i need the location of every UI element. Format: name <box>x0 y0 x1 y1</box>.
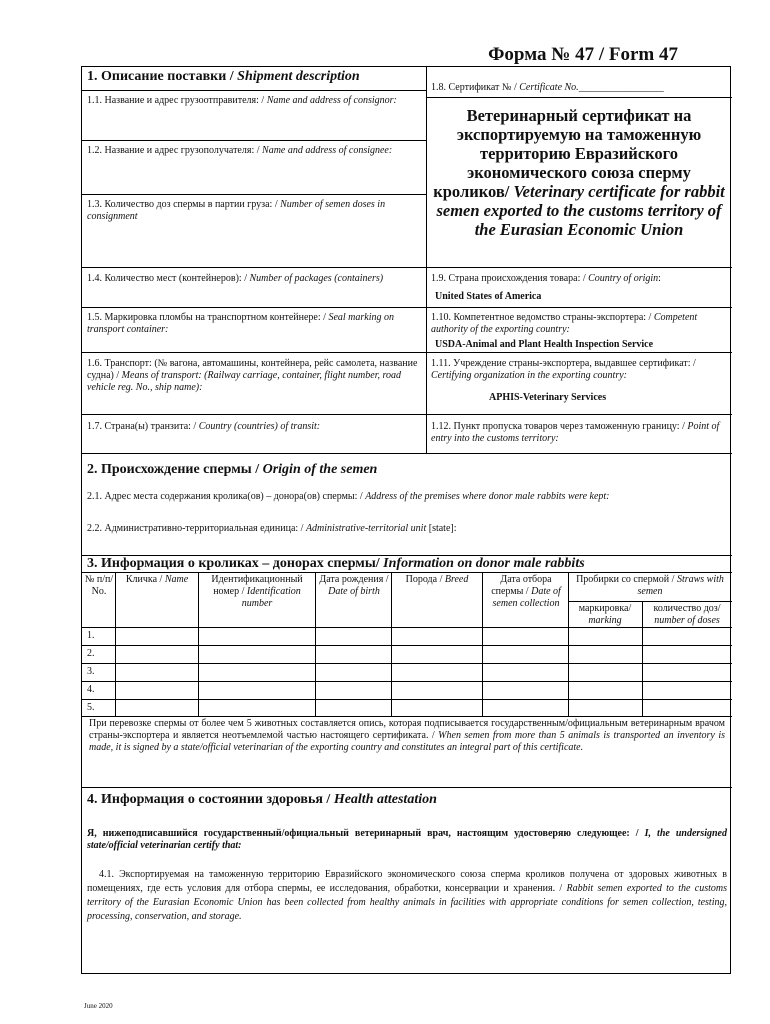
footer-date: June 2020 <box>84 1002 113 1010</box>
health-clause-4-1: 4.1. Экспортируемая на таможенную территорию Евразийского экономического союза сперма кроликов получена от здоровых животных в помещениях, где есть условия для отбора спермы, ее исследования, обработки, консервации и хранения. / Rabbit semen exported to the customs territory of the Eurasian Economic Union has been collected from healthy animals in facilities with appropriate conditions for semen collection, testing, processing, conservation, and storage. <box>87 869 728 922</box>
field-donor-premises: 2.1. Адрес места содержания кролика(ов) – донора(ов) спермы: / Address of the premises where donor male rabbits were kept: <box>87 491 610 502</box>
inventory-note: При перевозке спермы от более чем 5 животных составляется опись, которая подписывается государственным/официальным ветеринарным врачом страны-экспортера и является неотъемлемой частью настоящего сертификата. / When semen from more than 5 animals is transported an inventory is made, it is signed by a state/official veterinarian of the exporting country and constitutes an integral part of this certificate. <box>89 718 725 753</box>
table-row: 4. <box>87 684 95 695</box>
certificate-title: Ветеринарный сертификат на экспортируемую на таможенную территорию Евразийского экономического союза сперму кроликов/ Veterinary certificate for rabbit semen exported to the customs territory of the Eurasian Economic Union <box>433 106 725 239</box>
health-attestation-intro: Я, нижеподписавшийся государственный/официальный ветеринарный врач, настоящим удостоверяю следующее: / I, the undersigned state/official veterinarian certify that: <box>87 828 727 851</box>
col-header-no: № п/п/ No. <box>84 574 114 597</box>
field-consignor: 1.1. Название и адрес грузоотправителя: / Name and address of consignor: <box>87 95 397 106</box>
table-row: 5. <box>87 702 95 713</box>
section1-title: 1. Описание поставки / Shipment description <box>87 69 360 84</box>
col-header-doses: количество доз/ number of doses <box>653 603 721 626</box>
col-header-id: Идентификационный номер / Identification number <box>211 574 303 609</box>
field-certifying-organization: 1.11. Учреждение страны-экспортера, выдавшее сертификат: / Certifying organization in the exporting country: <box>431 358 696 381</box>
field-country-of-origin: 1.9. Страна происхождения товара: / Country of origin: <box>431 273 661 284</box>
table-row: 3. <box>87 666 95 677</box>
col-header-name: Кличка / Name <box>125 574 189 585</box>
section4-title: 4. Информация о состоянии здоровья / Health attestation <box>87 792 437 807</box>
form-number: Форма № 47 / Form 47 <box>488 44 678 65</box>
certificate-form <box>81 66 731 974</box>
field-administrative-unit: 2.2. Административно-территориальная единица: / Administrative-territorial unit [state]: <box>87 523 457 534</box>
field-consignee: 1.2. Название и адрес грузополучателя: / Name and address of consignee: <box>87 145 393 156</box>
field-point-of-entry: 1.12. Пункт пропуска товаров через таможенную границу: / Point of entry into the customs territory: <box>431 421 720 444</box>
field-transit-countries: 1.7. Страна(ы) транзита: / Country (countries) of transit: <box>87 421 321 432</box>
field-certificate-no: 1.8. Сертификат № / Certificate No._________________ <box>431 82 664 93</box>
competent-authority-value: USDA-Animal and Plant Health Inspection Service <box>435 339 654 350</box>
col-header-dob: Дата рождения / Date of birth <box>319 574 389 597</box>
field-number-of-doses: 1.3. Количество доз спермы в партии груза: / Number of semen doses in consignment <box>87 199 386 222</box>
col-header-collection-date: Дата отбора спермы / Date of semen collection <box>491 574 561 609</box>
col-header-marking: маркировка/ marking <box>578 603 632 626</box>
section3-title: 3. Информация о кроликах – донорах спермы/ Information on donor male rabbits <box>87 556 585 571</box>
table-row: 1. <box>87 630 95 641</box>
col-header-breed: Порода / Breed <box>405 574 469 585</box>
field-means-of-transport: 1.6. Транспорт: (№ вагона, автомашины, контейнера, рейс самолета, название судна) / Means of transport: (Railway carriage, container, flight number, road vehicle reg. No., ship name): <box>87 358 418 393</box>
field-seal-marking: 1.5. Маркировка пломбы на транспортном контейнере: / Seal marking on transport container: <box>87 312 394 335</box>
section2-title: 2. Происхождение спермы / Origin of the semen <box>87 462 378 477</box>
table-row: 2. <box>87 648 95 659</box>
field-packages: 1.4. Количество мест (контейнеров): / Number of packages (containers) <box>87 273 384 284</box>
field-competent-authority: 1.10. Компетентное ведомство страны-экспортера: / Competent authority of the exporting country: <box>431 312 698 335</box>
country-of-origin-value: United States of America <box>435 291 542 302</box>
col-header-straws: Пробирки со спермой / Straws with semen <box>576 574 724 597</box>
certifying-organization-value: APHIS-Veterinary Services <box>489 392 607 403</box>
